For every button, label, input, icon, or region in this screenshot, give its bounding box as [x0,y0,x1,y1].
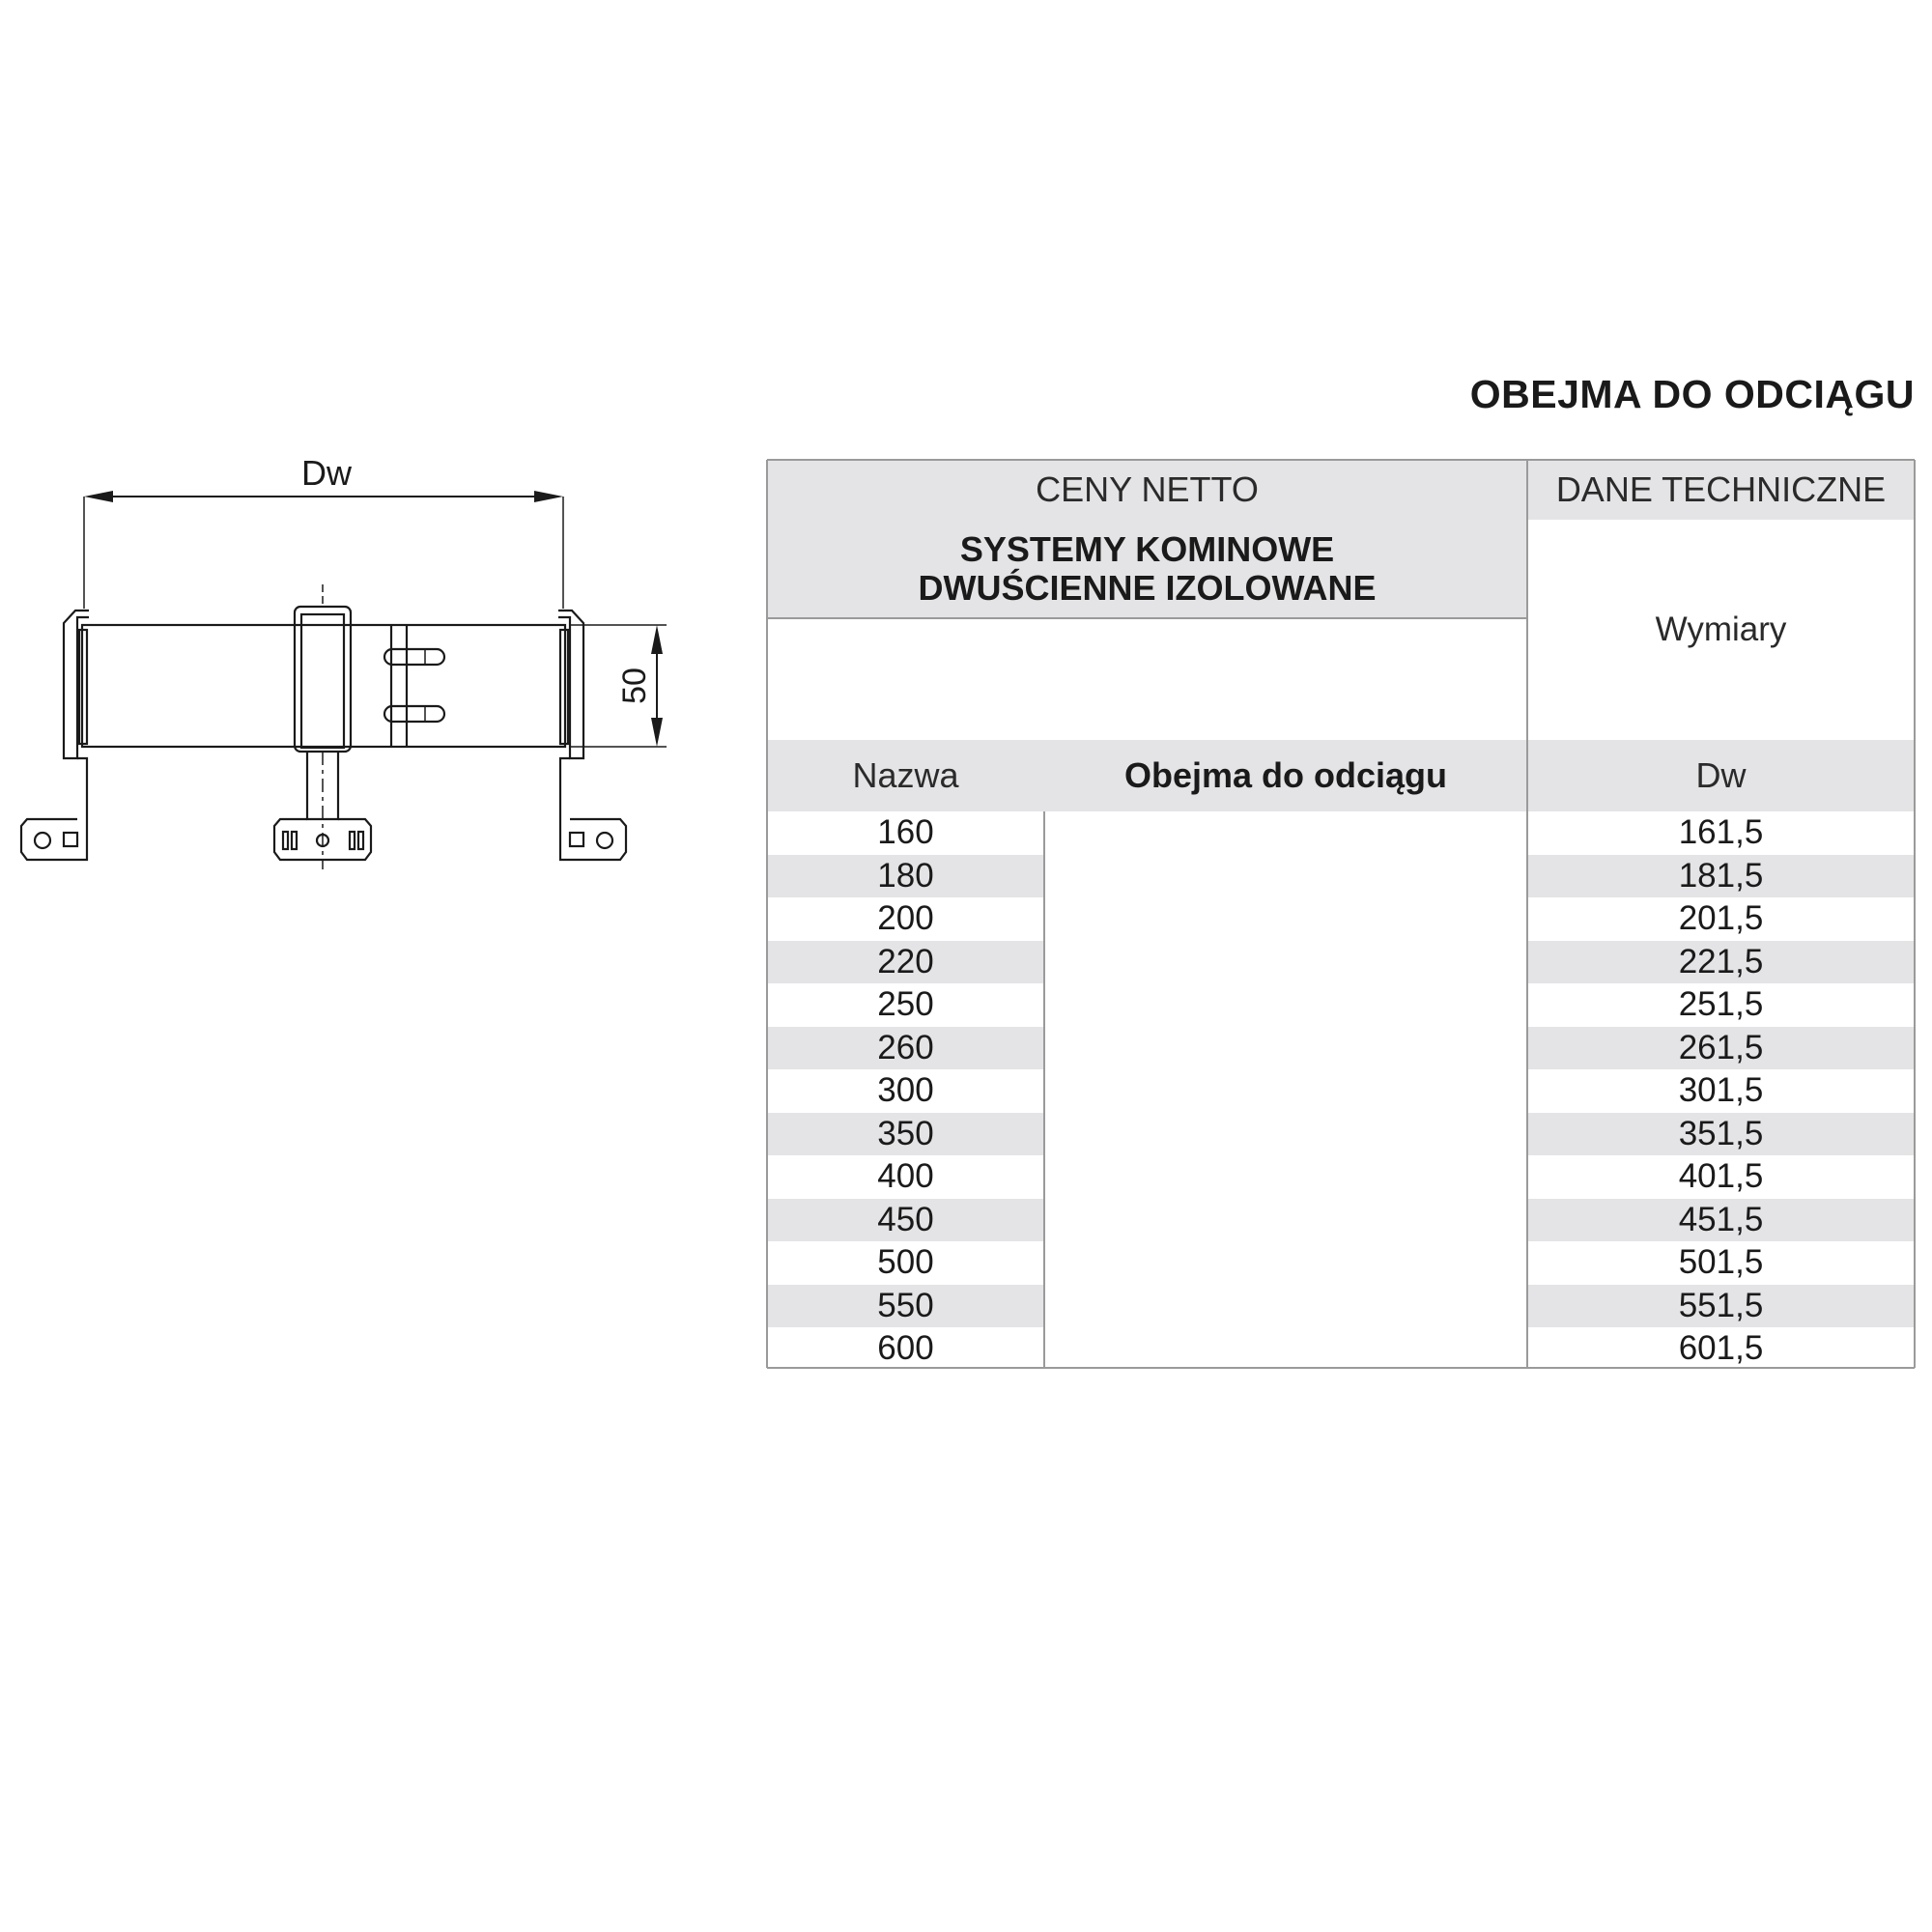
col-header-product: Obejma do odciągu [1044,740,1527,811]
cell-dw: 261,5 [1527,1027,1915,1070]
cell-dw: 221,5 [1527,941,1915,984]
cell-name: 220 [767,941,1044,984]
table-row [767,1113,1915,1156]
systems-line-1: SYSTEMY KOMINOWE [959,529,1335,569]
dimensions-label: Wymiary [1655,611,1787,648]
dimension-dw-label: Dw [301,453,352,493]
cell-name: 200 [877,899,934,938]
table-row [767,897,1915,941]
cell-dw: 201,5 [1678,899,1764,938]
clamp-technical-drawing [0,425,676,889]
table-row [767,855,1915,898]
cell-name: 260 [767,1027,1044,1070]
cell-dw: 601,5 [1678,1329,1764,1368]
table-row [767,1069,1915,1113]
systems-line-2: DWUŚCIENNE IZOLOWANE [918,568,1377,608]
cell-dw: 351,5 [1527,1113,1915,1156]
table-row [767,941,1915,984]
header-technical: DANE TECHNICZNE [1527,460,1915,520]
cell-name: 500 [877,1243,934,1282]
cell-name: 350 [767,1113,1044,1156]
cell-dw: 501,5 [1678,1243,1764,1282]
cell-name: 550 [767,1285,1044,1328]
table-row [767,1199,1915,1242]
col-header-name: Nazwa [767,740,1044,811]
table-row [767,1027,1915,1070]
cell-dw: 401,5 [1678,1157,1764,1196]
cell-name: 180 [767,855,1044,898]
table-row [767,983,1915,1027]
product-table [767,460,1915,1368]
cell-dw: 161,5 [1678,813,1764,852]
cell-name: 300 [877,1071,934,1110]
cell-name: 450 [767,1199,1044,1242]
cell-dw: 181,5 [1527,855,1915,898]
col-header-dw: Dw [1527,740,1915,811]
table-row [767,811,1915,855]
header-prices: CENY NETTO [767,460,1527,520]
table-row [767,1327,1915,1371]
cell-dw: 251,5 [1678,985,1764,1024]
dimension-height-label: 50 [616,668,653,704]
cell-name: 400 [877,1157,934,1196]
page-title: OBEJMA DO ODCIĄGU [1469,372,1915,416]
table-row [767,1155,1915,1199]
cell-dw: 551,5 [1527,1285,1915,1328]
table-row [767,1285,1915,1328]
cell-dw: 301,5 [1678,1071,1764,1110]
cell-name: 600 [877,1329,934,1368]
cell-name: 160 [877,813,934,852]
cell-name: 250 [877,985,934,1024]
table-row [767,1241,1915,1285]
cell-dw: 451,5 [1527,1199,1915,1242]
systems-header [767,520,1527,618]
